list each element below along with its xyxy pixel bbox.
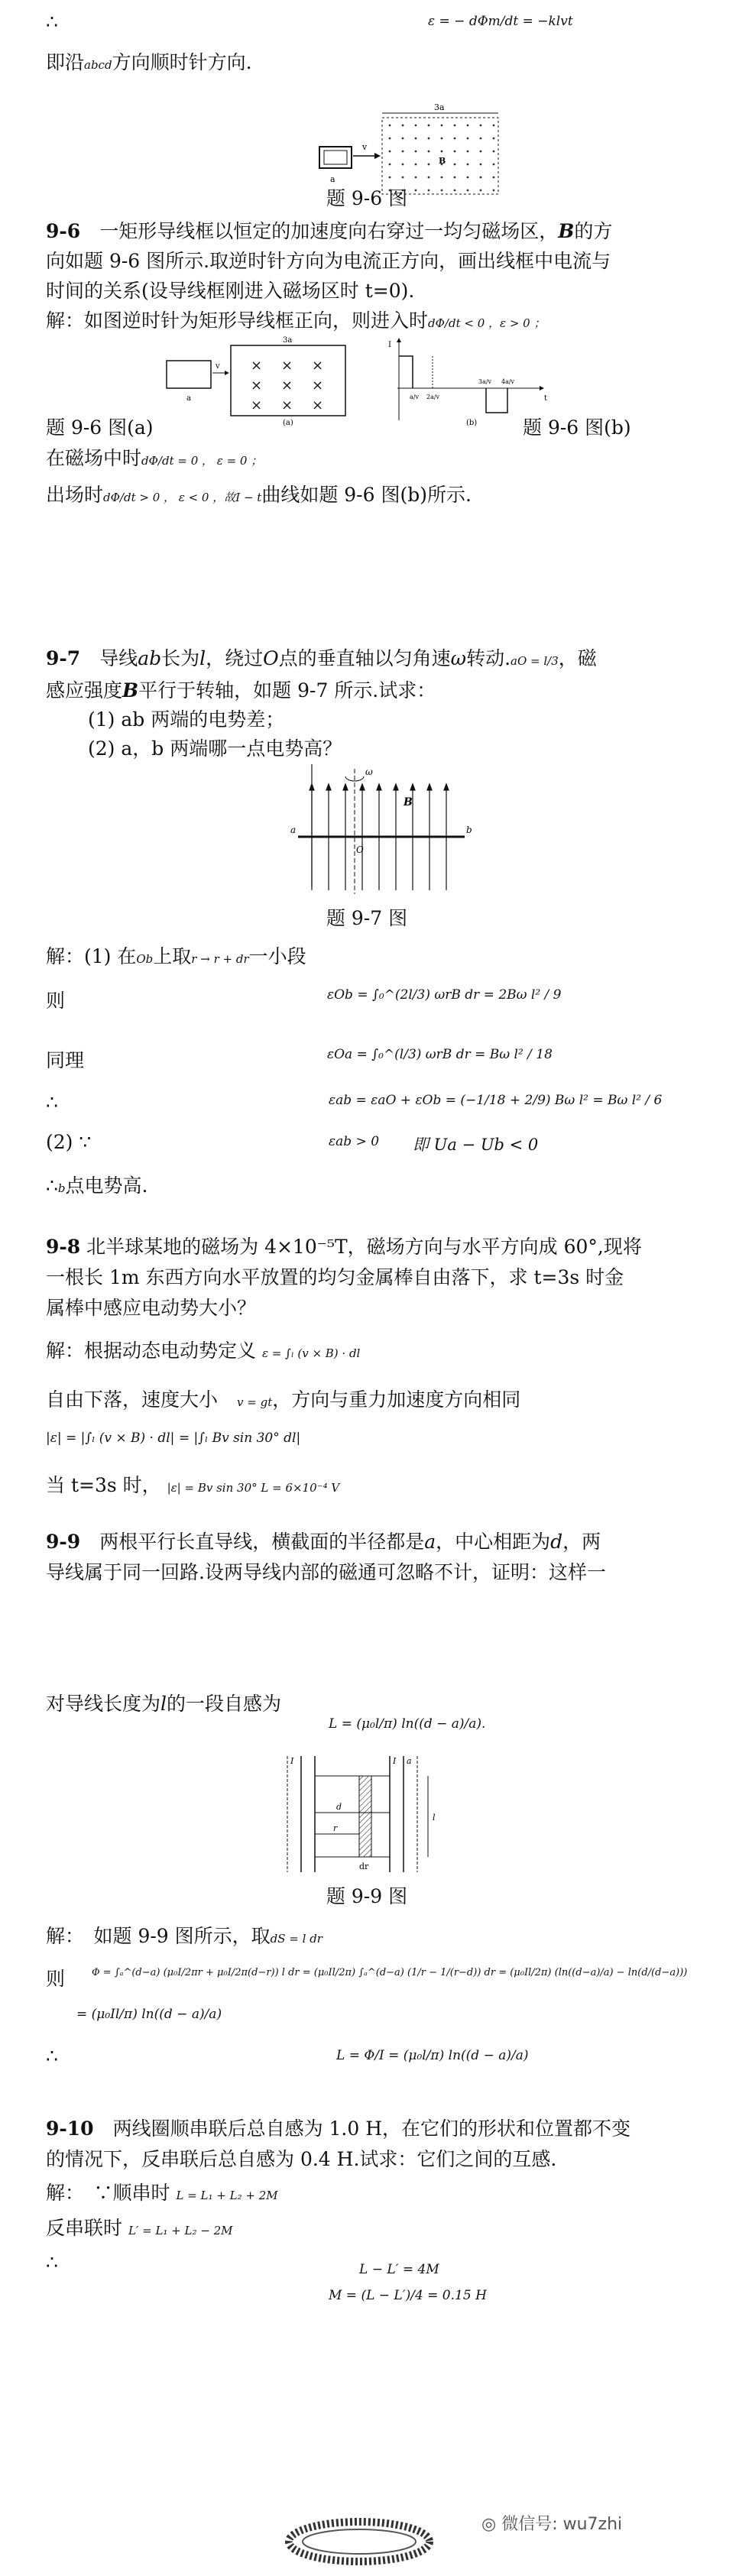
solution-9-8-line2: 自由下落，速度大小 v = gt，方向与重力加速度方向相同 [46,1388,521,1411]
figure-9-9 [0,1750,739,1880]
field-dot [441,125,443,127]
field-dot [428,164,430,166]
field-dot [480,177,482,179]
field-arrowhead [310,784,314,790]
omega-label: ω [365,766,373,777]
field-dot [493,190,495,192]
problem-9-8-line1: 9-8 北半球某地的磁场为 4×10⁻⁵T，磁场方向与水平方向成 60°,现将 [46,1236,642,1258]
field-dot [428,125,430,127]
field-dot [428,138,430,140]
field-B-label-97: B [404,796,413,808]
problem-9-6-line3: 时间的关系(设导线框刚进入磁场区时 t=0). [46,280,415,302]
solution-9-6-line2: 在磁场中时dΦ/dt = 0 ， ε = 0 ； [46,447,263,469]
field-dot [454,125,456,127]
fig-a-side-label: a [186,394,191,403]
figure-9-9-caption: 题 9-9 图 [326,1885,408,1907]
field-dot [402,164,404,166]
fig-b-sublabel: (b) [466,419,478,427]
field-arrowhead [410,784,415,790]
field-dot [402,177,404,179]
field-dot [402,151,404,153]
therefore-97: ∴ [46,1091,58,1113]
field-arrowhead [394,784,398,790]
solution-9-6-line3: 出场时dΦ/dt > 0 ， ε < 0 ，故I − t曲线如题 9-6 图(b)所示. [46,484,472,506]
eq-e-ab: εab = εaO + εOb = (−1/18 + 2/9) Bω l² = Bω l² / 6 [329,1093,663,1108]
toroid-figure [0,2468,739,2568]
svg-text:×: × [281,377,293,394]
solution-9-6-line1: 解：如图逆时针为矩形导线框正向，则进入时dΦ/dt < 0 ，ε > 0 ； [46,309,546,332]
field-dot [493,125,495,127]
field-B-label: B [439,156,446,166]
caption-9-6-b: 题 9-6 图(b) [523,416,631,439]
solution-9-10-line2: 反串联时 L′ = L₁ + L₂ − 2M [46,2217,233,2239]
direction-line: 即沿abcd方向顺时针方向. [46,51,252,73]
solution-9-8-line1: 解：根据动态电动势定义 ε = ∫ₗ (v × B) · dl [46,1340,361,1362]
field-dot [415,151,417,153]
svg-text:×: × [251,397,263,413]
field-dot [415,138,417,140]
field-dot [467,125,469,127]
field-dot [389,164,391,166]
field-dot [480,138,482,140]
fig-a-sublabel: (a) [283,419,293,427]
therefore-99: ∴ [46,2045,58,2067]
eq-e-Ob: εOb = ∫₀^(2l/3) ωrB dr = 2Bω l² / 9 [327,987,562,1003]
end-b-label: b [466,825,472,835]
fig-a-velocity-label: v [216,362,220,371]
side-a-label: a [330,174,335,184]
field-dot [454,177,456,179]
field-dot [428,151,430,153]
eq-flux-result: = (μ₀Il/π) ln((d − a)/a) [76,2007,222,2022]
field-dot [454,151,456,153]
field-arrowhead [427,784,432,790]
field-arrowhead [326,784,331,790]
radius-a-label: a [407,1756,412,1766]
field-dot [389,125,391,127]
problem-9-7-q2: (2) a，b 两端哪一点电势高？ [88,737,342,760]
eq-e-Oa: εOa = ∫₀^(l/3) ωrB dr = Bω l² / 18 [327,1047,553,1062]
field-dot [389,151,391,153]
svg-text:×: × [312,358,324,374]
problem-9-9-line2: 导线属于同一回路.设两导线内部的磁通可忽略不计，证明：这样一 [46,1561,606,1583]
field-dot [415,125,417,127]
dr-label: dr [359,1862,369,1871]
same-label: 同理 [46,1049,85,1071]
eq-L-minus-Lprime: L − L′ = 4M [359,2262,439,2277]
then-label-99: 则 [46,1968,66,1990]
problem-9-7-q1: (1) ab 两端的电势差； [88,708,285,731]
field-dot [467,151,469,153]
figure-9-7-caption: 题 9-7 图 [326,907,408,929]
tick-a-v: a/v [410,394,419,400]
tick-2a-v: 2a/v [426,394,440,400]
field-dot [467,164,469,166]
field-dot [402,138,404,140]
field-dot [493,164,495,166]
graph-t-label: t [544,394,548,403]
watermark: ◎ 微信号: wu7zhi [481,2515,623,2534]
field-dot [480,151,482,153]
problem-9-10-line1: 9-10 两线圈顺串联后总自感为 1.0 H，在它们的形状和位置都不变 [46,2118,631,2140]
solution-9-7-line1: 解：(1) 在Ob上取r → r + dr一小段 [46,945,306,967]
field-dot [428,177,430,179]
therefore-910: ∴ [46,2251,58,2273]
field-dot [467,190,469,192]
wechat-icon: ◎ [481,2515,502,2534]
problem-9-9-line1: 9-9 两根平行长直导线，横截面的半径都是a，中心相距为d，两 [46,1531,601,1553]
field-dot [441,177,443,179]
figure-9-6-caption: 题 9-6 图 [326,187,408,209]
field-arrowhead [360,784,365,790]
solution-9-8-line3: 当 t=3s 时， |ε| = Bv sin 30° L = 6×10⁻⁴ V [46,1474,340,1496]
width-3a-label: 3a [434,102,445,112]
velocity-label: v [362,142,368,152]
problem-9-6-line1: 9-6 一矩形导线框以恒定的加速度向右穿过一均匀磁场区，B的方 [46,220,613,242]
field-dot [389,177,391,179]
problem-9-9-line3: 对导线长度为l的一段自感为 [46,1693,282,1715]
current-I-right: I [393,1756,397,1766]
then-label-97: 则 [46,990,66,1012]
radius-r-label: r [333,1823,338,1833]
problem-9-10-line2: 的情况下，反串联后总自感为 0.4 H.试求：它们之间的互感. [46,2148,557,2170]
solution-9-10-line1: 解： ∵顺串时 L = L₁ + L₂ + 2M [46,2182,278,2204]
svg-text:×: × [281,358,293,374]
tick-3a-v: 3a/v [478,378,492,385]
svg-text:×: × [251,377,263,394]
field-dot [402,125,404,127]
eq-emf-abs: |ε| = |∫ₗ (v × B) · dl| = |∫ₗ Bv sin 30° dl| [46,1431,301,1446]
eq-M-result: M = (L − L′)/4 = 0.15 H [329,2288,487,2303]
conclusion-97: ∴b点电势高. [46,1175,148,1197]
problem-9-6-line2: 向如题 9-6 图所示.取逆时针方向为电流正方向，画出线框中电流与 [46,250,611,272]
graph-I-label: I [388,341,391,349]
eq-e-ab-positive: εab > 0 [329,1134,380,1149]
svg-text:×: × [312,397,324,413]
because-97: (2) ∵ [46,1131,92,1153]
field-arrowhead [343,784,348,790]
field-dot [480,125,482,127]
field-dot [493,151,495,153]
field-dot [389,138,391,140]
distance-d-label: d [336,1802,342,1812]
eq-self-inductance: L = (μ₀l/π) ln((d − a)/a). [329,1716,486,1732]
field-dot [415,164,417,166]
pivot-O-label: O [356,844,364,855]
field-arrowhead [444,784,449,790]
field-dot [467,177,469,179]
field-dot [441,138,443,140]
field-arrowhead [377,784,381,790]
problem-9-7-line2: 感应强度B平行于转轴，如题 9-7 所示.试求： [46,679,436,702]
current-I-left: I [290,1756,294,1766]
eq-L-result: L = Φ/I = (μ₀l/π) ln((d − a)/a) [336,2048,529,2063]
field-dot [454,164,456,166]
field-dot [493,138,495,140]
problem-9-7-line1: 9-7 导线ab长为l，绕过O点的垂直轴以匀角速ω转动.aO = l/3，磁 [46,647,597,669]
field-dot [480,164,482,166]
field-dot [454,138,456,140]
field-dot [441,151,443,153]
field-dot [415,177,417,179]
svg-text:×: × [251,358,263,374]
eq-potential: 即 Ua − Ub < 0 [413,1136,539,1154]
field-dot [493,177,495,179]
eq-flux: Φ = ∫ₐ^(d−a) (μ₀I/2πr + μ₀I/2π(d−r)) l dr = (μ₀Il/2π) ∫ₐ^(d−a) (1/r − 1/(r−d)) dr = (μ₀Il/2π) (ln((d−a)/a) − ln(d/(d−a))) [92,1967,688,1978]
problem-9-8-line3: 属棒中感应电动势大小？ [46,1297,257,1319]
caption-9-6-a: 题 9-6 图(a) [46,416,154,439]
fig-a-width-label: 3a [283,336,293,345]
length-l-label: l [433,1813,436,1823]
end-a-label: a [290,825,297,835]
solution-9-9-line1: 解： 如题 9-9 图所示，取dS = l dr [46,1925,323,1947]
figure-9-7 [0,764,739,902]
problem-9-8-line2: 一根长 1m 东西方向水平放置的均匀金属棒自由落下，求 t=3s 时金 [46,1266,624,1288]
field-dot [480,190,482,192]
emf-equation: ε = − dΦm/dt = −klvt [428,14,573,29]
field-dot [467,138,469,140]
svg-text:×: × [281,397,293,413]
therefore-symbol: ∴ [46,11,58,33]
tick-4a-v: 4a/v [501,378,515,385]
svg-text:×: × [312,377,324,394]
